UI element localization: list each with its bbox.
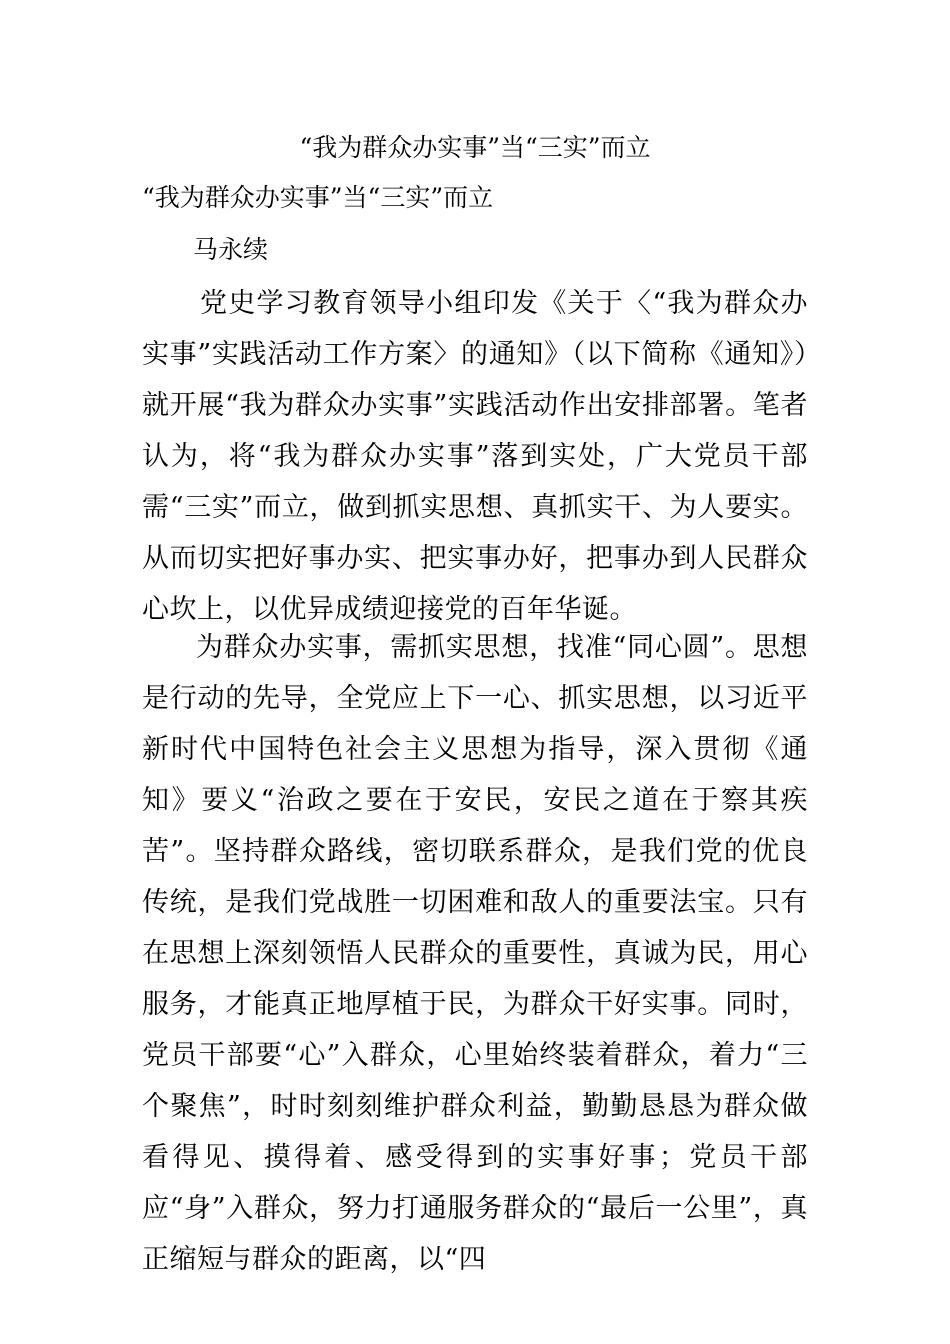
document-subtitle: “我为群众办实事”当“三实”而立 bbox=[142, 183, 494, 212]
paragraph-2: 为群众办实事，需抓实思想，找准“同心圆”。思想是行动的先导，全党应上下一心、抓实思想，以习近平新时代中国特色社会主义思想为指导，深入贯彻《通知》要义“治政之要在于安民，安民之道在于察其疾苦”。坚持群众路线，密切联系群众，是我们党的优良传统，是我们党战胜一切困难和敌人的重要法宝。只有在思想上深刻领悟人民群众的重要性，真诚为民，用心服务，才能真正地厚植于民，为群众干好实事。同时，党员干部要“心”入群众，心里始终装着群众，着力“三个聚焦”，时时刻刻维护群众利益，勤勤恳恳为群众做看得见、摸得着、感受得到的实事好事；党员干部应“身”入群众，努力打通服务群众的“最后一公里”，真正缩短与群众的距离，以“四 bbox=[142, 632, 808, 1275]
author-name: 马永续 bbox=[193, 235, 269, 264]
document-title: “我为群众办实事”当“三实”而立 bbox=[299, 133, 651, 162]
paragraph-1: 党史学习教育领导小组印发《关于〈“我为群众办实事”实践活动工作方案〉的通知》（以下简称《通知》）就开展“我为群众办实事”实践活动作出安排部署。笔者认为，将“我为群众办实事”落到实处，广大党员干部需“三实”而立，做到抓实思想、真抓实干、为人要实。从而切实把好事办实、把实事办好，把事办到人民群众心坎上，以优异成绩迎接党的百年华诞。 bbox=[142, 288, 808, 625]
